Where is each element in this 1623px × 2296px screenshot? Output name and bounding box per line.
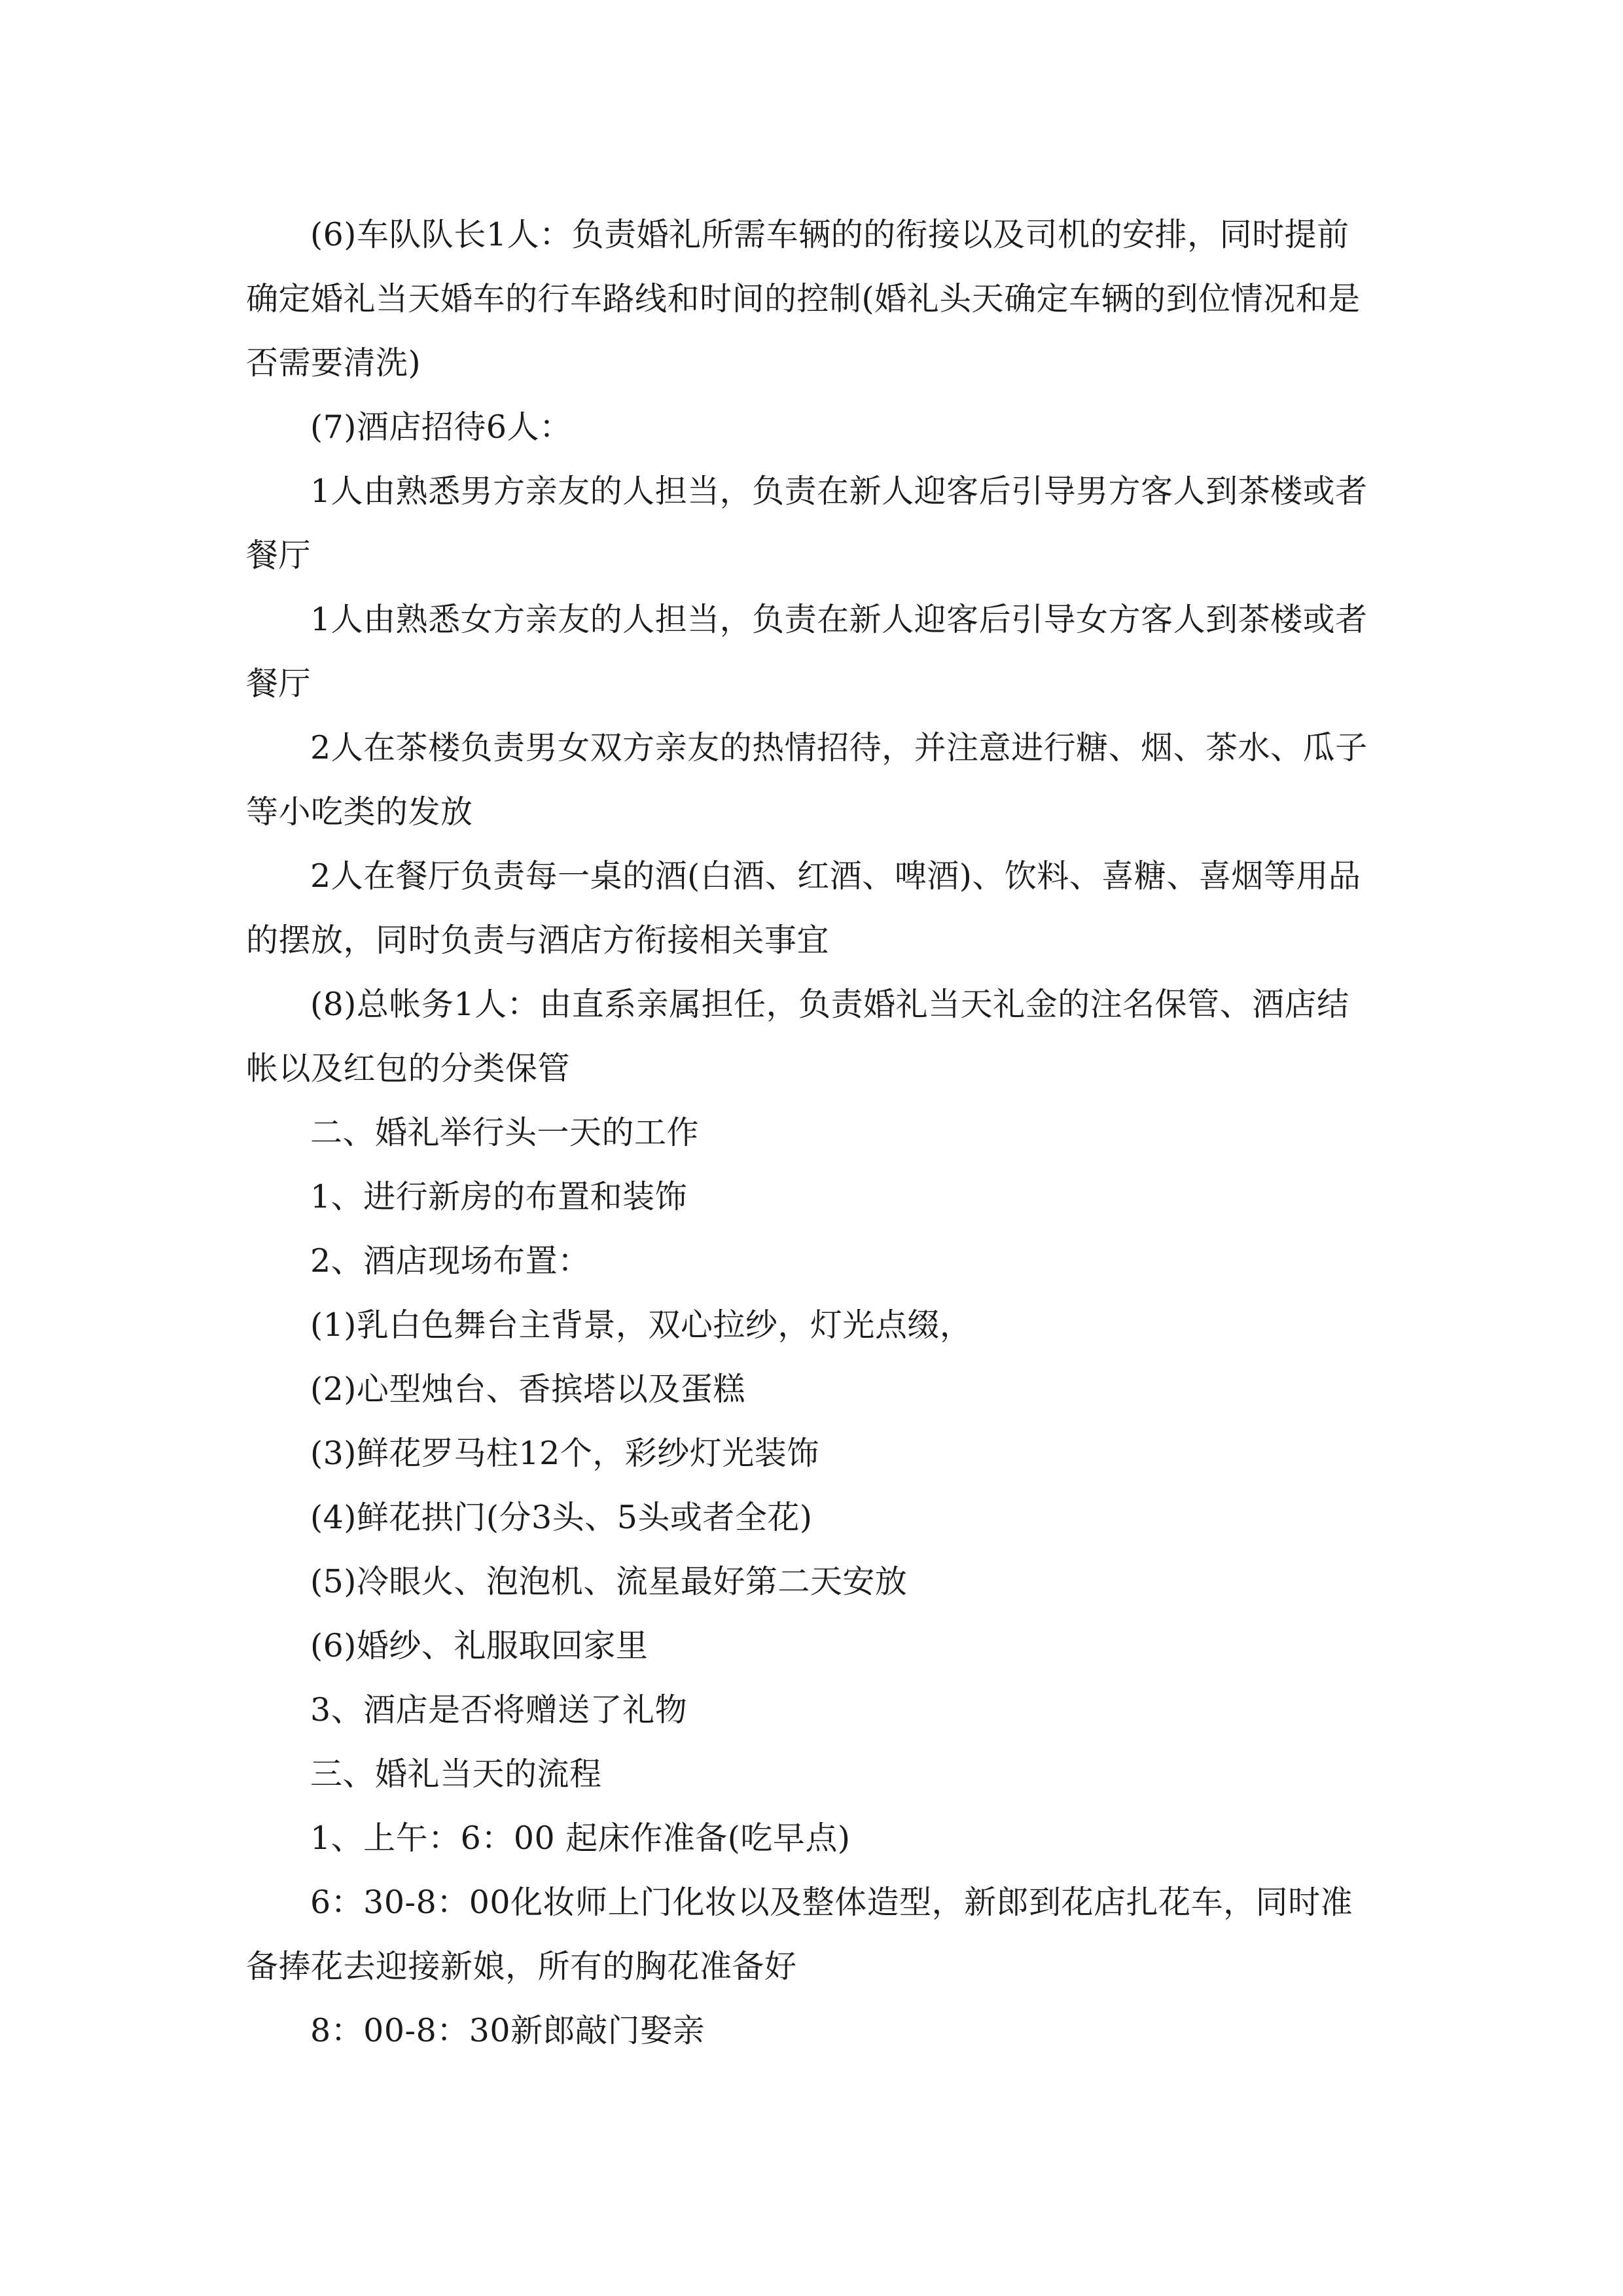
list-item: (6)婚纱、礼服取回家里 xyxy=(310,1627,649,1664)
list-item: 2、酒店现场布置： xyxy=(310,1242,590,1280)
list-item: 3、酒店是否将赠送了礼物 xyxy=(310,1691,688,1729)
list-item: (1)乳白色舞台主背景，双心拉纱，灯光点缀， xyxy=(310,1306,972,1344)
paragraph-team-leader: (6)车队队长1人：负责婚礼所需车辆的的衔接以及司机的安排，同时提前确定婚礼当天婚车的行车路线和时间的控制(婚礼头天确定车辆的到位情况和是否需要清洗) xyxy=(246,216,1361,382)
list-item: 1、进行新房的布置和装饰 xyxy=(310,1178,688,1215)
paragraph-hotel-reception: (7)酒店招待6人： xyxy=(310,408,572,446)
list-item: (3)鲜花罗马柱12个，彩纱灯光装饰 xyxy=(310,1435,819,1472)
paragraph-groom-guests: 1人由熟悉男方亲友的人担当，负责在新人迎客后引导男方客人到茶楼或者餐厅 xyxy=(246,473,1368,574)
list-item: (2)心型烛台、香摈塔以及蛋糕 xyxy=(310,1371,745,1408)
list-item: 1、上午：6：00 起床作准备(吃早点) xyxy=(310,1820,851,1857)
section-heading-wedding-day: 三、婚礼当天的流程 xyxy=(310,1755,602,1793)
list-item: (4)鲜花拱门(分3头、5头或者全花) xyxy=(310,1499,813,1536)
list-item: (5)冷眼火、泡泡机、流星最好第二天安放 xyxy=(310,1563,908,1600)
document-body xyxy=(246,203,1378,2063)
paragraph-bride-guests: 1人由熟悉女方亲友的人担当，负责在新人迎客后引导女方客人到茶楼或者餐厅 xyxy=(246,601,1368,702)
section-heading-day-before: 二、婚礼举行头一天的工作 xyxy=(310,1114,700,1151)
list-item: 6：30-8：00化妆师上门化妆以及整体造型，新郎到花店扎花车，同时准备捧花去迎接新娘，所有的胸花准备好 xyxy=(246,1884,1353,1985)
paragraph-accounts: (8)总帐务1人：由直系亲属担任，负责婚礼当天礼金的注名保管、酒店结帐以及红包的分类保管 xyxy=(246,986,1349,1087)
paragraph-teahouse: 2人在茶楼负责男女双方亲友的热情招待，并注意进行糖、烟、茶水、瓜子等小吃类的发放 xyxy=(246,729,1368,831)
paragraph-restaurant: 2人在餐厅负责每一桌的酒(白酒、红酒、啤酒)、饮料、喜糖、喜烟等用品的摆放，同时负责与酒店方衔接相关事宜 xyxy=(246,857,1361,959)
list-item: 8：00-8：30新郎敲门娶亲 xyxy=(310,2012,705,2049)
